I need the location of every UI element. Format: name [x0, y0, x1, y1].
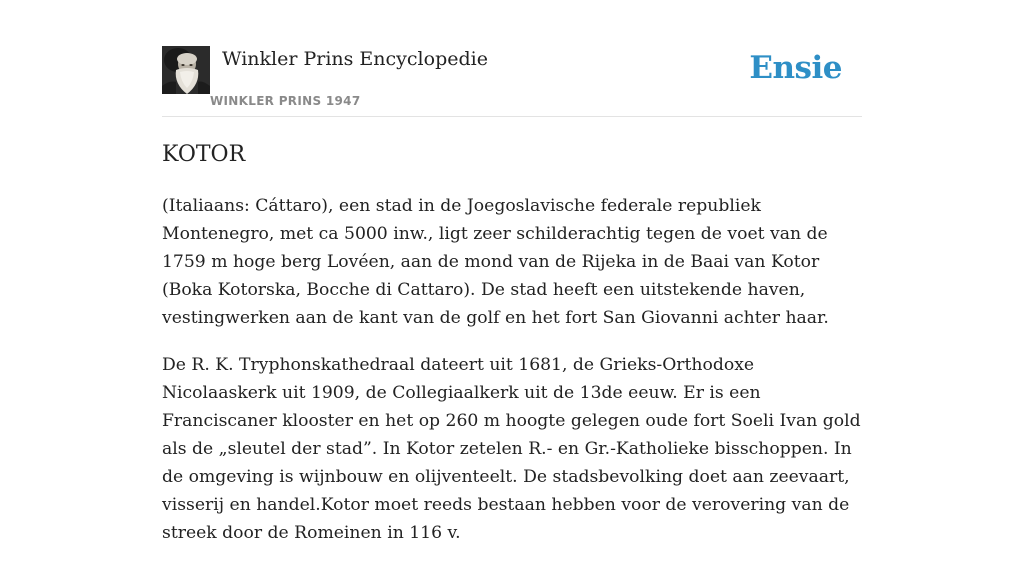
author-portrait-icon	[162, 46, 210, 94]
site-name[interactable]: Winkler Prins Encyclopedie	[222, 48, 488, 70]
article-body	[162, 192, 862, 566]
article-paragraph: (Italiaans: Cáttaro), een stad in de Joegoslavische federale republiek Montenegro, met ca 5000 inw., ligt zeer schilderachtig tegen de voet van de 1759 m hoge berg Lovéen, aan de mond van de Rijeka in de Baai van Kotor (Boka Kotorska, Bocche di Cattaro). De stad heeft een uitstekende haven, vestingwerken aan de kant van de golf en het fort San Giovanni achter haar.	[162, 196, 829, 328]
ensie-logo[interactable]: Ensie	[749, 50, 842, 86]
site-header	[162, 46, 862, 117]
article-paragraph: De R. K. Tryphonskathedraal dateert uit 1681, de Grieks-Orthodoxe Nicolaaskerk uit 1909, de Collegiaalkerk uit de 13de eeuw. Er is een Franciscaner klooster en het op 260 m hoogte gelegen oude fort Soeli Ivan gold als de „sleutel der stad”. In Kotor zetelen R.- en Gr.-Katholieke bisschoppen. In de omgeving is wijnbouw en olijventeelt. De stadsbevolking doet aan zeevaart, visserij en handel.Kotor moet reeds bestaan hebben voor de verovering van de streek door de Romeinen in 116 v.	[162, 355, 861, 543]
article-title: KOTOR	[162, 142, 246, 167]
edition-label[interactable]: WINKLER PRINS 1947	[210, 94, 361, 108]
author-avatar[interactable]	[162, 46, 210, 94]
